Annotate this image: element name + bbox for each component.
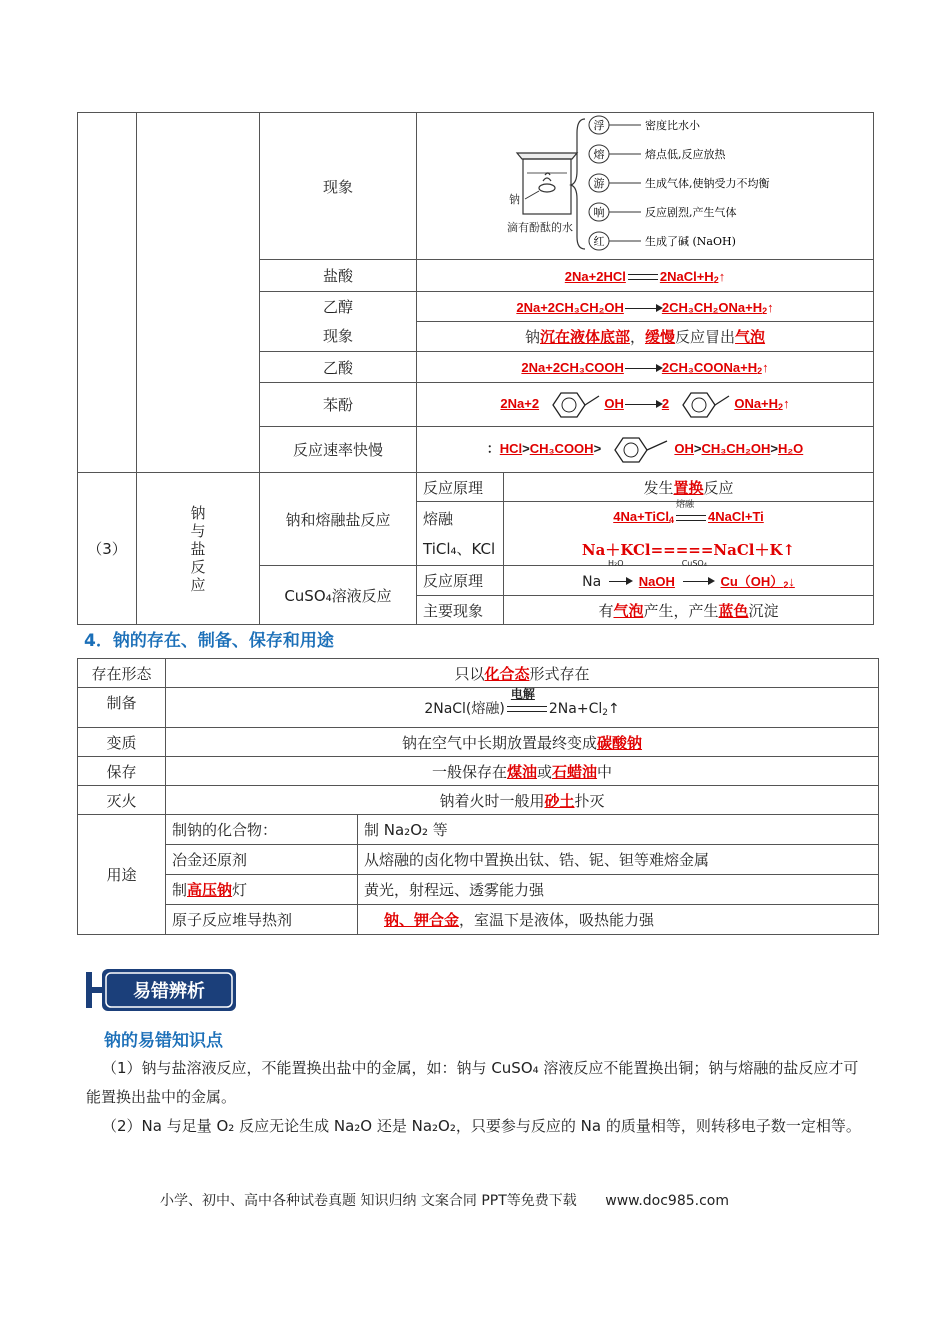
blank-cell	[78, 113, 137, 473]
existence-label: 存在形态	[78, 659, 166, 688]
sodium-label: 钠	[509, 193, 520, 206]
phenomenon-label: 现象	[260, 113, 417, 260]
cuso4-phenomenon: 有气泡产生，产生蓝色沉淀	[504, 596, 874, 625]
hcl-equation: 2Na+2HCl $2NaCl+H_2↑$	[417, 260, 874, 292]
fire-value: 钠着火时一般用砂土扑灭	[166, 786, 879, 815]
molten-equations: 4Na+TiCl$_4$ 熔融 4NaCl+Ti Na＋KCl=====NaCl＋K↑	[504, 502, 874, 566]
phenol-label: 苯酚	[260, 383, 417, 427]
mistakes-title: 钠的易错知识点	[104, 1031, 223, 1051]
cuso4-principle-label: 反应原理	[417, 566, 504, 596]
mistake-paragraph-1: （1）钠与盐溶液反应，不能置换出盐中的金属，如：钠与 CuSO₄ 溶液反应不能置换出铜；钠与熔融的盐反应才可能置换出盐中的金属。	[86, 1059, 859, 1106]
phenomenon-diagram-cell	[417, 113, 874, 260]
water-label: 滴有酚酞的水	[507, 221, 573, 234]
benzene-ring-icon	[543, 390, 601, 420]
molten-label: 钠和熔融盐反应	[260, 473, 417, 566]
use-left: 原子反应堆导热剂	[166, 905, 358, 935]
use-left: 制钠的化合物：	[166, 815, 358, 845]
prep-equation: 2NaCl(熔融) 电解 $2Na+Cl_2↑$	[166, 688, 879, 728]
diagram-char: 红	[593, 235, 605, 248]
section-title: 钠与盐反应	[137, 473, 260, 625]
acetic-label: 乙酸	[260, 352, 417, 383]
diagram-note: 生成气体,使钠受力不均衡	[645, 177, 770, 190]
cuso4-phen-label: 主要现象	[417, 596, 504, 625]
existence-value: 只以化合态形式存在	[166, 659, 879, 688]
sodium-properties-table	[77, 658, 879, 935]
diagram-note: 反应剧烈,产生气体	[645, 206, 737, 219]
use-left: 制高压钠灯	[166, 875, 358, 905]
uses-label: 用途	[78, 815, 166, 935]
arrow-icon	[625, 308, 661, 309]
diagram-char: 浮	[593, 119, 605, 132]
sodium-water-diagram	[417, 113, 873, 255]
phenol-equation: 2Na+2 OH 2 $ONa+H_2↑$	[417, 383, 874, 427]
hcl-label: 盐酸	[260, 260, 417, 292]
cuso4-chain: Na H₂O NaOH CuSO₄ $Cu(OH)_2↓$	[504, 566, 874, 596]
mistakes-tag-label: 易错辨析	[133, 981, 205, 1002]
diagram-char: 游	[593, 177, 605, 190]
arrow-icon	[625, 368, 661, 369]
use-right: 从熔融的卤化物中置换出钛、锆、铌、钽等难熔金属	[358, 845, 879, 875]
section4-heading: 4．钠的存在、制备、保存和用途	[84, 631, 334, 651]
fire-label: 灭火	[78, 786, 166, 815]
mistake-paragraph-2: （2）Na 与足量 O₂ 反应无论生成 Na₂O 还是 Na₂O₂，只要参与反应的 Na 的质量相等，则转移电子数一定相等。	[102, 1117, 861, 1135]
cuso4-label: CuSO₄溶液反应	[260, 566, 417, 625]
benzene-ring-icon	[605, 435, 671, 465]
acetic-equation: 2Na+2CH₃COOH $2CH_3COONa+H_2↑$	[417, 352, 874, 383]
storage-label: 保存	[78, 757, 166, 786]
molten-principle: 发生置换反应	[504, 473, 874, 502]
reaction-table	[77, 112, 874, 625]
ethanol-label: 乙醇 现象	[260, 292, 417, 352]
diagram-char: 熔	[593, 148, 605, 161]
molten-salt-label: 熔融 TiCl₄、KCl	[417, 502, 504, 566]
degrade-label: 变质	[78, 728, 166, 757]
footer-link[interactable]: www.doc985.com	[605, 1193, 729, 1209]
diagram-note: 生成了碱 (NaOH)	[645, 235, 736, 248]
use-right: 制 Na₂O₂ 等	[358, 815, 879, 845]
use-left: 冶金还原剂	[166, 845, 358, 875]
use-right: 钠、钾合金，室温下是液体，吸热能力强	[358, 905, 879, 935]
footer	[160, 1190, 737, 1210]
storage-value: 一般保存在煤油或石蜡油中	[166, 757, 879, 786]
use-right: 黄光，射程远、透雾能力强	[358, 875, 879, 905]
footer-text: 小学、初中、高中各种试卷真题 知识归纳 文案合同 PPT等免费下载	[160, 1193, 577, 1209]
section-number: （3）	[78, 473, 137, 625]
benzene-ring-icon	[673, 390, 731, 420]
mistakes-tag	[86, 968, 238, 1012]
rate-label: 反应速率快慢	[260, 427, 417, 473]
ethanol-phenomenon: 钠沉在液体底部，缓慢反应冒出气泡	[417, 322, 874, 352]
diagram-note: 熔点低,反应放热	[645, 148, 726, 161]
prep-label: 制备	[78, 688, 166, 728]
degrade-value: 钠在空气中长期放置最终变成碳酸钠	[166, 728, 879, 757]
blank-cell	[137, 113, 260, 473]
rate-order: ：HCl>CH₃COOH> OH>CH₃CH₂OH>H₂O	[417, 427, 874, 473]
diagram-note: 密度比水小	[645, 119, 700, 132]
molten-principle-label: 反应原理	[417, 473, 504, 502]
ethanol-equation: 2Na+2CH₃CH₂OH $2CH_3CH_2ONa+H_2↑$	[417, 292, 874, 322]
arrow-icon	[625, 404, 661, 405]
equals-sign	[628, 274, 658, 280]
diagram-char: 响	[593, 206, 605, 219]
